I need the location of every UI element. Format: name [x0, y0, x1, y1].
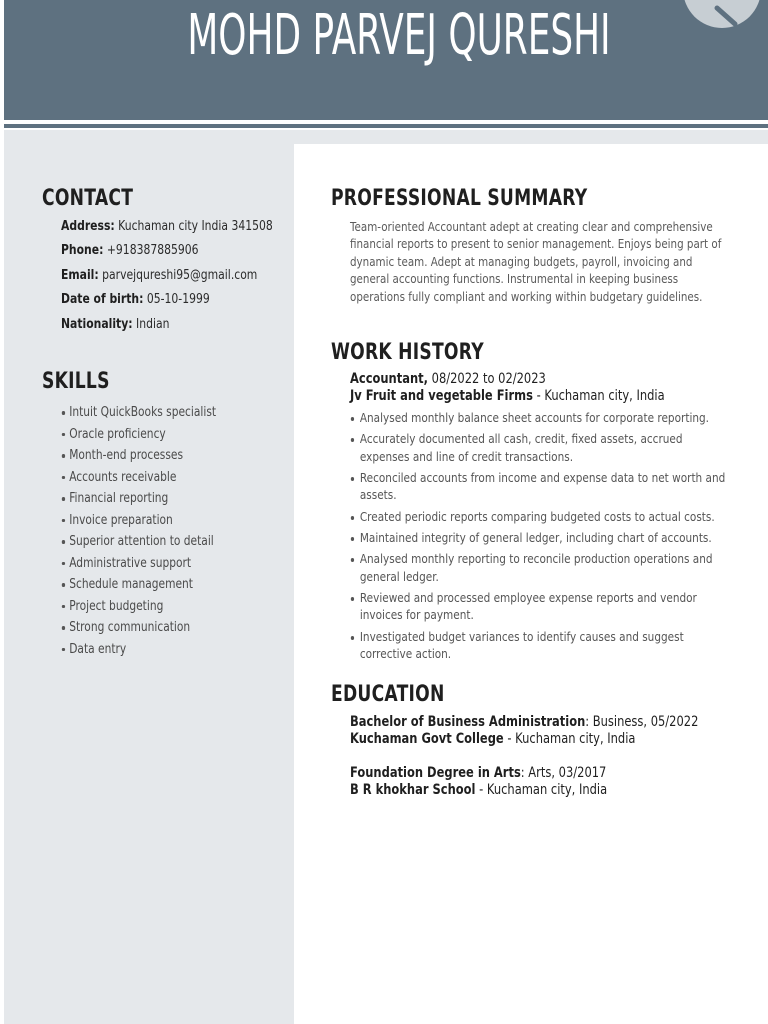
work-bullet: Created periodic reports comparing budgeted costs to actual costs.	[350, 509, 735, 526]
education-field: : Business, 05/2022	[585, 714, 699, 730]
contact-label: Nationality:	[61, 316, 133, 332]
contact-value: Kuchaman city India 341508	[118, 219, 273, 234]
candidate-name: MOHD PARVEJ QURESHI	[187, 3, 611, 68]
work-bullet: Analysed monthly balance sheet accounts for corporate reporting.	[350, 410, 735, 427]
skill-item: Oracle proficiency	[61, 426, 216, 448]
education-school: Kuchaman Govt College	[350, 731, 504, 747]
education-school-line	[350, 782, 607, 799]
job-title: Accountant,	[350, 371, 428, 387]
contact-email	[61, 267, 273, 291]
work-bullet: Accurately documented all cash, credit, fixed assets, accrued expenses and line of credit transactions.	[350, 431, 735, 465]
job-location: - Kuchaman city, India	[532, 388, 665, 404]
skill-item: Project budgeting	[61, 598, 216, 620]
skill-item: Schedule management	[61, 576, 216, 598]
work-heading: WORK HISTORY	[331, 340, 484, 365]
contact-value: parvejqureshi95@gmail.com	[102, 267, 258, 283]
skill-item: Month-end processes	[61, 447, 216, 469]
job-dates: 08/2022 to 02/2023	[427, 371, 546, 387]
summary-text: Team-oriented Accountant adept at creating clear and comprehensive financial reports to present to senior management. Enjoys being part of dynamic team. Adept at managing budgets, payroll, invoicing and general accounting functions. Instrumental in keeping business operations fully compliant and working within budgetary guidelines.	[350, 219, 722, 304]
education-degree: Bachelor of Business Administration	[350, 714, 586, 730]
work-bullet: Reconciled accounts from income and expense data to net worth and assets.	[350, 470, 735, 504]
education-heading: EDUCATION	[331, 682, 445, 707]
contact-list	[61, 218, 273, 340]
skill-item: Administrative support	[61, 555, 216, 577]
job-company-line	[350, 388, 665, 405]
magnifier-icon[interactable]	[683, 0, 761, 28]
skill-item: Strong communication	[61, 619, 216, 641]
skills-heading: SKILLS	[42, 369, 110, 394]
skill-item: Financial reporting	[61, 490, 216, 512]
skill-item: Superior attention to detail	[61, 533, 216, 555]
education-school: B R khokhar School	[350, 782, 476, 798]
work-bullet: Reviewed and processed employee expense reports and vendor invoices for payment.	[350, 590, 735, 624]
education-degree-line	[350, 714, 698, 731]
education-field: : Arts, 03/2017	[520, 765, 607, 781]
contact-value: 05-10-1999	[146, 292, 210, 308]
contact-label: Phone:	[61, 243, 104, 259]
work-bullets	[350, 410, 735, 667]
education-school-line	[350, 731, 635, 748]
contact-phone	[61, 242, 273, 266]
education-degree: Foundation Degree in Arts	[350, 765, 521, 781]
skill-item: Data entry	[61, 641, 216, 663]
contact-dob	[61, 291, 273, 315]
work-bullet: Analysed monthly reporting to reconcile production operations and general ledger.	[350, 551, 735, 585]
contact-label: Date of birth:	[61, 292, 144, 308]
header-banner	[4, 0, 768, 120]
work-bullet: Investigated budget variances to identify causes and suggest corrective action.	[350, 629, 735, 663]
contact-label: Email:	[61, 267, 99, 283]
education-location: - Kuchaman city, India	[475, 782, 608, 798]
contact-address	[61, 218, 273, 242]
job-company: Jv Fruit and vegetable Firms	[350, 388, 533, 404]
education-degree-line	[350, 765, 606, 782]
work-bullet: Maintained integrity of general ledger, including chart of accounts.	[350, 530, 735, 547]
contact-value: +918387885906	[106, 243, 199, 259]
contact-heading: CONTACT	[42, 186, 134, 211]
contact-label: Address:	[61, 219, 115, 234]
skills-list	[61, 404, 216, 662]
skill-item: Invoice preparation	[61, 512, 216, 534]
skill-item: Accounts receivable	[61, 469, 216, 491]
job-title-line	[350, 371, 546, 388]
contact-value: Indian	[136, 316, 170, 332]
education-location: - Kuchaman city, India	[503, 731, 636, 747]
summary-heading: PROFESSIONAL SUMMARY	[331, 186, 588, 211]
contact-nationality	[61, 316, 273, 340]
skill-item: Intuit QuickBooks specialist	[61, 404, 216, 426]
